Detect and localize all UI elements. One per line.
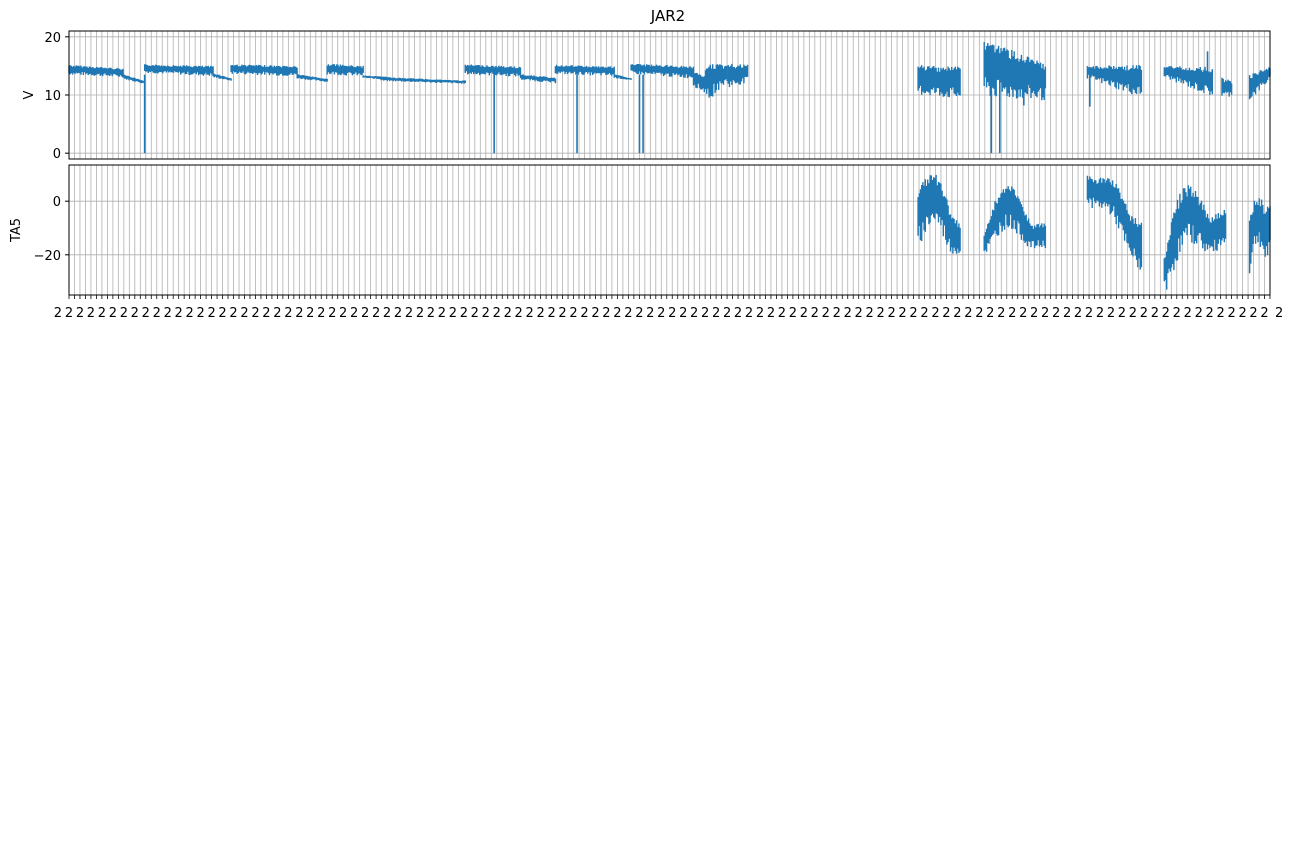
x-tick-label: 2 <box>75 306 85 321</box>
x-tick-label: 2 <box>569 306 578 321</box>
x-tick-label: 2 <box>86 306 96 321</box>
x-tick-label: 2 <box>459 306 468 321</box>
ta5-ytick-label: −20 <box>33 248 61 264</box>
x-tick-label: 2 <box>536 306 545 321</box>
chart-title: JAR2 <box>650 7 686 25</box>
x-tick-label: 2 <box>920 306 929 321</box>
v-ylabel: V <box>22 90 37 100</box>
x-tick-label: 2 <box>1041 306 1050 321</box>
v-series-line <box>918 65 960 97</box>
x-tick-label: 2 <box>185 306 194 321</box>
x-tick-label: 2 <box>788 306 798 321</box>
x-tick-label: 2 <box>832 306 841 321</box>
x-tick-label-first: 2 <box>53 306 62 321</box>
v-series-segment <box>918 65 960 97</box>
x-tick-label: 2 <box>942 306 951 321</box>
x-tick-label: 2 <box>130 306 139 321</box>
x-tick-label: 2 <box>1172 306 1181 321</box>
x-tick-label: 2 <box>997 306 1006 321</box>
x-tick-label: 2 <box>613 306 622 321</box>
x-tick-label: 2 <box>1084 306 1094 321</box>
x-tick-label: 2 <box>317 306 326 321</box>
x-tick-label: 2 <box>777 306 787 321</box>
x-tick-label: 2 <box>163 306 172 321</box>
x-tick-label: 2 <box>229 306 238 321</box>
ta5-ylabel: TA5 <box>9 217 24 243</box>
x-tick-label: 2 <box>1019 306 1028 321</box>
v-ytick-label: 0 <box>52 147 61 163</box>
x-tick-label: 2 <box>646 306 655 321</box>
x-tick-label: 2 <box>887 306 896 321</box>
x-tick-label: 2 <box>207 306 216 321</box>
x-tick-label: 2 <box>1030 306 1039 321</box>
x-tick-label: 2 <box>1073 306 1083 321</box>
x-tick-label: 2 <box>218 306 227 321</box>
x-tick-label: 2 <box>481 306 490 321</box>
x-tick-label: 2 <box>810 306 819 321</box>
x-tick-label: 2 <box>525 306 534 321</box>
x-tick-label: 2 <box>690 306 699 321</box>
x-tick-label: 2 <box>1062 306 1072 321</box>
x-tick-label: 2 <box>635 306 644 321</box>
x-tick-label: 2 <box>821 306 830 321</box>
x-tick-label: 2 <box>722 306 732 321</box>
x-tick-label: 2 <box>437 306 447 321</box>
x-tick-label: 2 <box>657 306 666 321</box>
x-tick-label: 2 <box>1161 306 1170 321</box>
x-tick-label: 2 <box>251 306 260 321</box>
x-tick-label: 2 <box>580 306 589 321</box>
x-tick-label: 2 <box>382 306 392 321</box>
x-tick-label: 2 <box>141 306 150 321</box>
x-tick-label: 2 <box>1260 306 1269 321</box>
x-tick-label: 2 <box>744 306 754 321</box>
x-tick-label: 2 <box>1106 306 1116 321</box>
x-tick-label: 2 <box>492 306 501 321</box>
x-tick-label: 2 <box>1139 306 1149 321</box>
x-tick-label: 2 <box>360 306 370 321</box>
ta5-ytick-label: 0 <box>52 195 61 211</box>
x-tick-label: 2 <box>108 306 118 321</box>
x-tick-label: 2 <box>854 306 863 321</box>
x-tick-label: 2 <box>196 306 205 321</box>
x-tick-label: 2 <box>876 306 885 321</box>
x-tick-label: 2 <box>711 306 721 321</box>
x-tick-label: 2 <box>953 306 962 321</box>
x-tick-label: 2 <box>371 306 381 321</box>
x-tick-label: 2 <box>909 306 918 321</box>
x-tick-label: 2 <box>119 306 128 321</box>
x-tick-label: 2 <box>931 306 940 321</box>
x-tick-label: 2 <box>262 306 271 321</box>
x-tick-label: 2 <box>448 306 458 321</box>
x-tick-label: 2 <box>306 306 315 321</box>
x-tick-label: 2 <box>865 306 874 321</box>
x-tick-label: 2 <box>591 306 600 321</box>
x-tick-label: 2 <box>1227 306 1236 321</box>
x-tick-label: 2 <box>64 306 74 321</box>
x-tick-label: 2 <box>273 306 282 321</box>
x-tick-label: 2 <box>339 306 348 321</box>
x-tick-label: 2 <box>426 306 436 321</box>
x-tick-label: 2 <box>1238 306 1247 321</box>
x-tick-label: 2 <box>701 306 710 321</box>
x-tick-label: 2 <box>1128 306 1138 321</box>
x-tick-label: 2 <box>1216 306 1225 321</box>
x-tick-label: 2 <box>733 306 743 321</box>
x-tick-label: 2 <box>898 306 907 321</box>
x-tick-label-last: 2 <box>1275 306 1284 321</box>
x-tick-label: 2 <box>558 306 567 321</box>
x-tick-label: 2 <box>766 306 776 321</box>
v-ytick-label: 20 <box>44 30 61 46</box>
x-tick-label: 2 <box>1051 306 1061 321</box>
x-tick-label: 2 <box>174 306 183 321</box>
x-tick-label: 2 <box>624 306 633 321</box>
x-tick-label: 2 <box>328 306 337 321</box>
x-tick-label: 2 <box>393 306 403 321</box>
x-tick-label: 2 <box>964 306 973 321</box>
x-tick-label: 2 <box>350 306 359 321</box>
x-tick-label: 2 <box>1150 306 1159 321</box>
x-tick-label: 2 <box>986 306 995 321</box>
x-tick-label: 2 <box>415 306 425 321</box>
x-tick-label: 2 <box>1095 306 1105 321</box>
x-tick-label: 2 <box>284 306 293 321</box>
x-tick-label: 2 <box>1249 306 1258 321</box>
x-tick-label: 2 <box>240 306 249 321</box>
x-tick-label: 2 <box>679 306 688 321</box>
x-tick-label: 2 <box>152 306 161 321</box>
x-tick-label: 2 <box>97 306 107 321</box>
x-tick-label: 2 <box>975 306 984 321</box>
x-tick-label: 2 <box>799 306 808 321</box>
x-tick-label: 2 <box>1205 306 1214 321</box>
v-ytick-label: 10 <box>44 89 61 104</box>
x-tick-label: 2 <box>1117 306 1127 321</box>
x-tick-label: 2 <box>1194 306 1203 321</box>
x-tick-label: 2 <box>602 306 611 321</box>
x-tick-label: 2 <box>503 306 512 321</box>
x-tick-label: 2 <box>514 306 523 321</box>
x-tick-label: 2 <box>755 306 765 321</box>
x-tick-label: 2 <box>295 306 304 321</box>
x-tick-label: 2 <box>1183 306 1192 321</box>
x-tick-label: 2 <box>843 306 852 321</box>
x-tick-label: 2 <box>668 306 677 321</box>
x-tick-label: 2 <box>404 306 414 321</box>
x-tick-label: 2 <box>547 306 556 321</box>
x-tick-label: 2 <box>470 306 479 321</box>
x-tick-label: 2 <box>1008 306 1017 321</box>
